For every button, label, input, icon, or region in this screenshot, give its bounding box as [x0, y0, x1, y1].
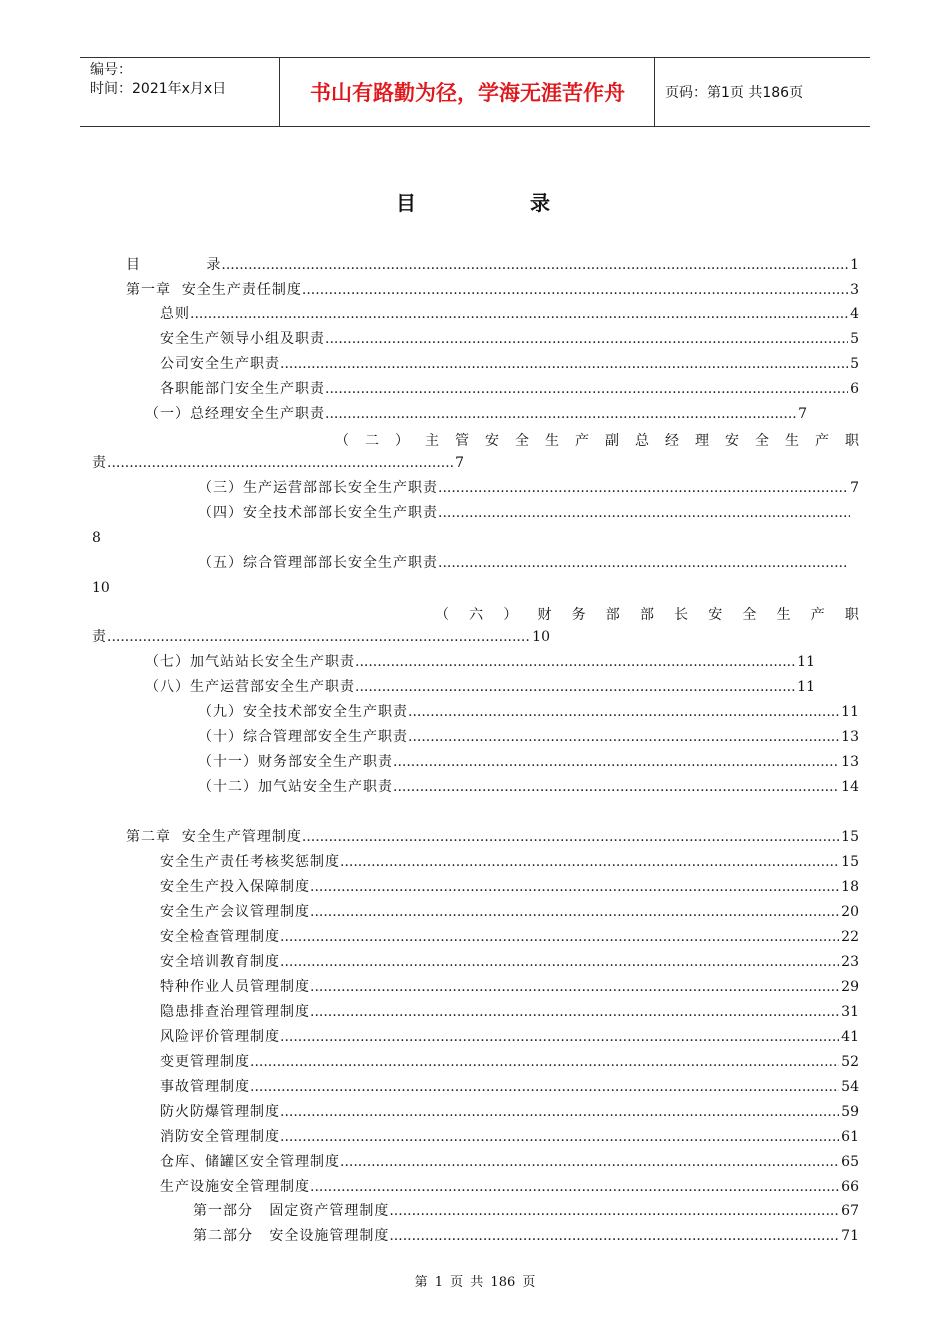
dot-leader [250, 1052, 839, 1072]
toc-entry[interactable] [160, 877, 859, 897]
toc-entry[interactable] [160, 952, 859, 972]
char: 经 [665, 433, 679, 449]
dot-leader [280, 1027, 839, 1047]
char: 安 [708, 607, 723, 623]
char: 务 [571, 607, 586, 623]
toc-entry-page: 10 [92, 580, 110, 596]
char: （ [335, 433, 349, 449]
dot-leader [438, 553, 846, 573]
title-left: 目 [396, 191, 420, 215]
header-meta [80, 58, 280, 126]
char: 产 [575, 433, 589, 449]
toc-entry[interactable] [160, 852, 859, 872]
dot-leader [280, 1102, 839, 1122]
number-label: 编号： [90, 62, 132, 78]
toc-entry[interactable] [198, 777, 859, 797]
toc-entry[interactable] [126, 255, 859, 275]
toc-entry[interactable] [160, 1002, 859, 1022]
toc-entry-page: 71 [841, 1228, 859, 1244]
dot-leader [250, 1077, 839, 1097]
toc-entry[interactable] [92, 453, 464, 473]
toc-entry-text: （一）总经理安全生产职责 [145, 406, 325, 422]
dot-leader [310, 977, 839, 997]
toc-entry-page: 3 [850, 282, 859, 298]
toc-entry-page: 59 [841, 1104, 859, 1120]
char: 产 [815, 433, 829, 449]
char: 生 [545, 433, 559, 449]
toc-entry-text: 安全生产责任考核奖惩制度 [160, 854, 340, 870]
dot-leader [389, 1201, 839, 1221]
toc-entry[interactable] [145, 677, 815, 697]
toc-entry[interactable] [160, 1152, 859, 1172]
toc-entry[interactable] [198, 702, 859, 722]
dot-leader [221, 255, 848, 275]
toc-entry-page: 20 [841, 904, 859, 920]
toc-entry-text: 安全生产会议管理制度 [160, 904, 310, 920]
toc-entry-page: 7 [798, 406, 807, 422]
header-motto: 书山有路勤为径，学海无涯苦作舟 [281, 58, 655, 126]
toc-entry[interactable] [145, 404, 807, 424]
char: 长 [674, 607, 689, 623]
dot-leader [389, 1226, 839, 1246]
time-label: 时间：2021年x月x日 [90, 81, 227, 97]
dot-leader [355, 677, 795, 697]
toc-entry-text: 责 [92, 455, 107, 471]
dot-leader [325, 404, 796, 424]
toc-entry-page: 5 [850, 356, 859, 372]
toc-entry[interactable] [198, 503, 850, 523]
char: 部 [605, 607, 620, 623]
toc-entry-text: （八）生产运营部安全生产职责 [145, 679, 355, 695]
dot-leader [340, 1152, 839, 1172]
toc-entry-text: 隐患排查治理管理制度 [160, 1004, 310, 1020]
char: 管 [455, 433, 469, 449]
toc-entry[interactable] [198, 752, 859, 772]
toc-entry-text: （九）安全技术部安全生产职责 [198, 704, 408, 720]
header-page-info: 页码：第1页 共186页 [665, 85, 804, 101]
page-footer: 第 1 页 共 186 页 [414, 1275, 536, 1290]
toc-entry-text: 第二章 安全生产管理制度 [126, 829, 302, 845]
toc-entry-page: 1 [850, 257, 859, 273]
toc-entry-text: 安全生产投入保障制度 [160, 879, 310, 895]
toc-entry-text: 目 录 [126, 257, 222, 273]
char: 职 [844, 607, 859, 623]
toc-entry-text: 风险评价管理制度 [160, 1029, 280, 1045]
toc-entry-page: 10 [532, 629, 550, 645]
dot-leader [280, 952, 839, 972]
toc-entry-page: 31 [841, 1004, 859, 1020]
char: （ [435, 607, 449, 623]
title-right: 录 [530, 191, 554, 215]
toc-entry[interactable] [160, 1077, 859, 1097]
toc-entry-text: 责 [92, 629, 107, 645]
toc-entry[interactable] [145, 652, 815, 672]
toc-entry-text: 变更管理制度 [160, 1054, 250, 1070]
toc-entry-text: 第一部分 固定资产管理制度 [193, 1203, 390, 1219]
toc-entry[interactable] [198, 553, 846, 573]
toc-entry-page: 67 [841, 1203, 859, 1219]
toc-entry-page: 18 [841, 879, 859, 895]
toc-entry-page: 13 [841, 729, 859, 745]
char: 生 [776, 607, 791, 623]
toc-entry-text: 防火防爆管理制度 [160, 1104, 280, 1120]
toc-entry-page: 5 [850, 331, 859, 347]
toc-entry-page: 65 [841, 1154, 859, 1170]
toc-entry[interactable] [198, 478, 859, 498]
toc-entry-text: 各职能部门安全生产职责 [160, 381, 325, 397]
toc-entry-text: 公司安全生产职责 [160, 356, 280, 372]
dot-leader [408, 702, 839, 722]
toc-entry-page: 15 [841, 854, 859, 870]
dot-leader [310, 877, 839, 897]
char: 安 [485, 433, 499, 449]
toc-entry-page: 66 [841, 1179, 859, 1195]
toc-entry-page: 29 [841, 979, 859, 995]
dot-leader [340, 852, 839, 872]
toc-entry-page: 54 [841, 1079, 859, 1095]
toc-entry-page: 11 [841, 704, 859, 720]
toc-entry[interactable] [160, 902, 859, 922]
toc-entry[interactable] [126, 280, 859, 300]
toc-entry-text: 消防安全管理制度 [160, 1129, 280, 1145]
toc-entry-page: 11 [797, 654, 815, 670]
page-title [0, 187, 950, 216]
toc-entry-text: 生产设施安全管理制度 [160, 1179, 310, 1195]
toc-entry-page: 41 [841, 1029, 859, 1045]
dot-leader [310, 1002, 839, 1022]
dot-leader [280, 354, 848, 374]
toc-entry-text: 第一章 安全生产责任制度 [126, 282, 302, 298]
dot-leader [310, 1177, 839, 1197]
dot-leader [280, 927, 839, 947]
toc-entry-page: 8 [92, 530, 101, 546]
toc-entry-text: 安全检查管理制度 [160, 929, 280, 945]
dot-leader [325, 329, 848, 349]
toc-entry-page: 23 [841, 954, 859, 970]
toc-entry-text: 总则 [160, 306, 190, 322]
toc-entry-page: 22 [841, 929, 859, 945]
char: 总 [635, 433, 649, 449]
char: 部 [639, 607, 654, 623]
toc-entry-text: 特种作业人员管理制度 [160, 979, 310, 995]
toc-entry[interactable] [160, 1027, 859, 1047]
toc-entry[interactable] [160, 1102, 859, 1122]
char: 二 [365, 433, 379, 449]
char: 职 [845, 433, 859, 449]
char: 六 [469, 607, 484, 623]
char: 安 [725, 433, 739, 449]
dot-leader [302, 280, 848, 300]
toc-entry[interactable] [160, 1177, 859, 1197]
toc-entry[interactable] [193, 1201, 859, 1221]
toc-entry-page: 15 [841, 829, 859, 845]
toc-entry[interactable] [160, 977, 859, 997]
toc-entry[interactable] [193, 1226, 859, 1246]
toc-entry[interactable] [160, 354, 859, 374]
toc-entry-page: 52 [841, 1054, 859, 1070]
toc-entry[interactable] [160, 927, 859, 947]
toc-entry[interactable] [160, 329, 859, 349]
toc-entry-page: 11 [797, 679, 815, 695]
toc-entry-page: 14 [841, 779, 859, 795]
toc-entry-text: （十）综合管理部安全生产职责 [198, 729, 408, 745]
dot-leader [438, 478, 848, 498]
dot-leader [355, 652, 795, 672]
toc-entry[interactable] [160, 304, 859, 324]
char: 财 [537, 607, 552, 623]
toc-entry-page: 6 [850, 381, 859, 397]
dot-leader [107, 627, 530, 647]
toc-entry-text: 第二部分 安全设施管理制度 [193, 1228, 390, 1244]
dot-leader [393, 777, 839, 797]
dot-leader [190, 304, 848, 324]
dot-leader [408, 727, 839, 747]
char: 副 [605, 433, 619, 449]
char: 产 [810, 607, 825, 623]
toc-entry-text: （四）安全技术部部长安全生产职责 [198, 505, 438, 521]
page-header [80, 57, 870, 127]
toc-entry-text: 安全生产领导小组及职责 [160, 331, 325, 347]
toc-entry-page: 4 [850, 306, 859, 322]
toc-entry-text: （七）加气站站长安全生产职责 [145, 654, 355, 670]
toc-entry[interactable] [160, 1127, 859, 1147]
dot-leader [393, 752, 839, 772]
char: ） [503, 607, 518, 623]
toc-entry-text: （五）综合管理部部长安全生产职责 [198, 555, 438, 571]
dot-leader [310, 902, 839, 922]
char: 全 [515, 433, 529, 449]
dot-leader [325, 379, 848, 399]
toc-entry-page: 7 [850, 480, 859, 496]
dot-leader [438, 503, 850, 523]
toc-entry-page: 7 [455, 455, 464, 471]
char: 主 [425, 433, 439, 449]
char: 理 [695, 433, 709, 449]
toc-entry-text: 仓库、储罐区安全管理制度 [160, 1154, 340, 1170]
char: ） [395, 433, 409, 449]
toc-entry-spread [335, 430, 859, 450]
toc-entry[interactable] [92, 627, 550, 647]
toc-entry[interactable] [126, 827, 859, 847]
dot-leader [302, 827, 839, 847]
toc-entry[interactable] [160, 1052, 859, 1072]
toc-entry-page: 13 [841, 754, 859, 770]
toc-entry-text: （十二）加气站安全生产职责 [198, 779, 393, 795]
toc-entry-spread [435, 604, 859, 624]
toc-entry-text: 事故管理制度 [160, 1079, 250, 1095]
char: 全 [742, 607, 757, 623]
toc-entry-text: （三）生产运营部部长安全生产职责 [198, 480, 438, 496]
toc-entry[interactable] [198, 727, 859, 747]
toc-entry-text: 安全培训教育制度 [160, 954, 280, 970]
toc-entry[interactable] [160, 379, 859, 399]
dot-leader [107, 453, 453, 473]
char: 生 [785, 433, 799, 449]
toc-entry-text: （十一）财务部安全生产职责 [198, 754, 393, 770]
toc-entry-page: 61 [841, 1129, 859, 1145]
char: 全 [755, 433, 769, 449]
dot-leader [280, 1127, 839, 1147]
